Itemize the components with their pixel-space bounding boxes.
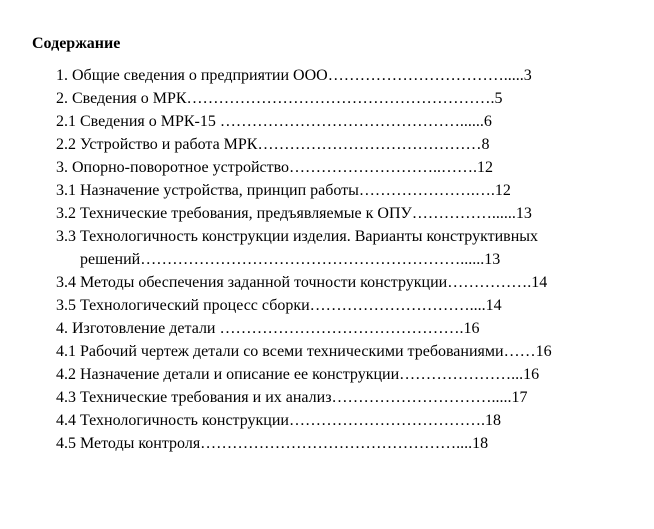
toc-entry — [0, 432, 654, 455]
toc-entry-text: 2.2 Устройство и работа МРК……………………………………8 — [56, 136, 490, 153]
toc-entry — [0, 156, 654, 179]
toc-entry-text: 4. Изготовление детали ……………………………………….16 — [56, 320, 480, 337]
toc-entry — [0, 133, 654, 156]
toc-entry — [0, 409, 654, 432]
toc-entry-text: 4.1 Рабочий чертеж детали со всеми техническими требованиями……16 — [56, 343, 552, 360]
toc-entry — [0, 110, 654, 133]
toc-entry — [0, 317, 654, 340]
toc-entry — [0, 64, 654, 87]
toc-entry — [0, 225, 654, 271]
toc-entry-text: 2.1 Сведения о МРК-15 ………………………………………......6 — [56, 113, 492, 130]
toc-list — [0, 64, 654, 455]
toc-entry-text: 4.2 Назначение детали и описание ее конструкции…………………...16 — [56, 366, 540, 383]
toc-entry — [0, 87, 654, 110]
toc-entry — [0, 271, 654, 294]
toc-title: Содержание — [32, 35, 121, 52]
toc-entry — [0, 386, 654, 409]
toc-entry-text: 3.1 Назначение устройства, принцип работы………………….….12 — [56, 182, 511, 199]
toc-entry-text: 3.2 Технические требования, предъявляемые к ОПУ……………......13 — [56, 205, 532, 222]
toc-entry — [0, 294, 654, 317]
toc-entry — [0, 340, 654, 363]
toc-entry-text: 1. Общие сведения о предприятии ООО…………………………….....3 — [56, 67, 532, 84]
toc-entry-text: 2. Сведения о МРК………………………………………………….5 — [56, 90, 503, 107]
toc-entry — [0, 202, 654, 225]
toc-entry-text: 3.4 Методы обеспечения заданной точности конструкции…………….14 — [56, 274, 548, 291]
toc-entry — [0, 363, 654, 386]
toc-entry-text: 4.3 Технические требования и их анализ………………………….....17 — [56, 389, 528, 406]
toc-entry-text: 3.3 Технологичность конструкции изделия. Варианты конструктивных — [56, 228, 539, 245]
toc-entry-text: 4.4 Технологичность конструкции……………………………….18 — [56, 412, 501, 429]
toc-entry — [0, 179, 654, 202]
toc-entry-text-continuation: решений……………………………………………………......13 — [80, 251, 501, 268]
toc-entry-text: 3. Опорно-поворотное устройство………………………..…….12 — [56, 159, 494, 176]
toc-entry-text: 3.5 Технологический процесс сборки…………………………....14 — [56, 297, 502, 314]
toc-entry-text: 4.5 Методы контроля…………………………………………....18 — [56, 435, 489, 452]
